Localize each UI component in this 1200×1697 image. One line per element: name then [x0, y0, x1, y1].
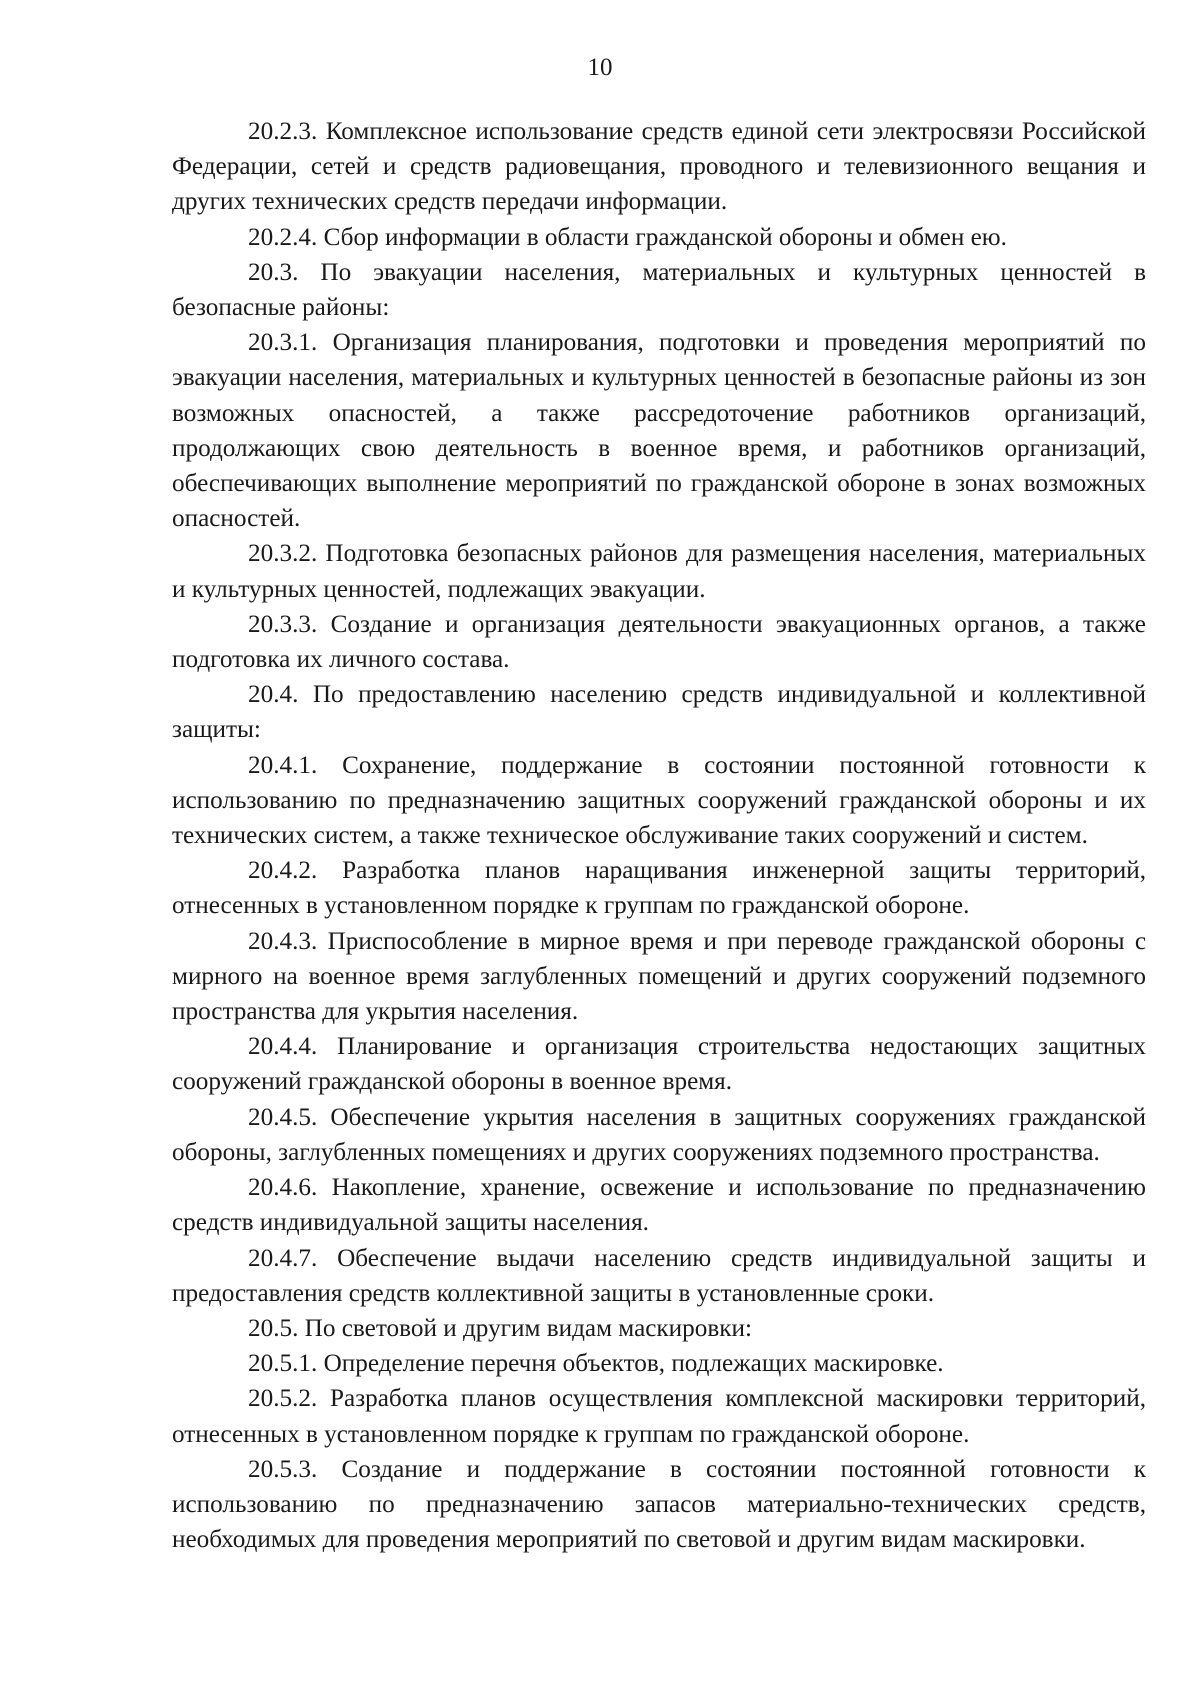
paragraph-20-4: 20.4. По предоставлению населению средств индивидуальной и коллективной защиты:	[172, 681, 1146, 744]
paragraph-20-4-3: 20.4.3. Приспособление в мирное время и при переводе гражданской обороны с мирного на военное время заглубленных помещений и других сооружений подземного пространства для укрытия населения.	[172, 927, 1146, 1026]
paragraph-20-4-5: 20.4.5. Обеспечение укрытия населения в защитных сооружениях гражданской обороны, заглубленных помещениях и других сооружениях подземного пространства.	[172, 1103, 1146, 1166]
paragraph-20-5-3: 20.5.3. Создание и поддержание в состоянии постоянной готовности к использованию по предназначению запасов материально-технических средств, необходимых для проведения мероприятий по световой и другим видам маскировки.	[172, 1455, 1146, 1554]
page-number: 10	[587, 54, 613, 81]
paragraph-20-2-3: 20.2.3. Комплексное использование средств единой сети электросвязи Российской Федерации, сетей и средств радиовещания, проводного и телевизионного вещания и других технических средств передачи информации.	[172, 118, 1146, 216]
paragraph-20-3: 20.3. По эвакуации населения, материальных и культурных ценностей в безопасные районы:	[172, 258, 1146, 322]
paragraph-20-5-1: 20.5.1. Определение перечня объектов, подлежащих маскировке.	[248, 1350, 944, 1378]
paragraph-20-5: 20.5. По световой и другим видам маскировки:	[248, 1314, 752, 1342]
paragraph-20-3-1: 20.3.1. Организация планирования, подготовки и проведения мероприятий по эвакуации населения, материальных и культурных ценностей в безопасные районы из зон возможных опасностей, а также рассредоточение работников организаций, продолжающих свою деятельность в военное время, и работников организаций, обеспечивающих выполнение мероприятий по гражданской обороне в зонах возможных опасностей.	[172, 329, 1146, 533]
paragraph-20-2-4: 20.2.4. Сбор информации в области гражданской обороны и обмен ею.	[248, 223, 1007, 251]
paragraph-20-5-2: 20.5.2. Разработка планов осуществления комплексной маскировки территорий, отнесенных в установленном порядке к группам по гражданской обороне.	[172, 1385, 1146, 1448]
paragraph-20-3-2: 20.3.2. Подготовка безопасных районов для размещения населения, материальных и культурных ценностей, подлежащих эвакуации.	[172, 540, 1146, 603]
paragraph-20-4-1: 20.4.1. Сохранение, поддержание в состоянии постоянной готовности к использованию по предназначению защитных сооружений гражданской обороны и их технических систем, а также техническое обслуживание таких сооружений и систем.	[172, 751, 1146, 850]
paragraph-20-4-6: 20.4.6. Накопление, хранение, освежение и использование по предназначению средств индивидуальной защиты населения.	[172, 1174, 1146, 1237]
document-body	[172, 114, 1146, 1557]
paragraph-20-4-7: 20.4.7. Обеспечение выдачи населению средств индивидуальной защиты и предоставления средств коллективной защиты в установленные сроки.	[172, 1244, 1146, 1307]
paragraph-20-3-3: 20.3.3. Создание и организация деятельности эвакуационных органов, а также подготовка их личного состава.	[172, 610, 1146, 674]
paragraph-20-4-4: 20.4.4. Планирование и организация строительства недостающих защитных сооружений гражданской обороны в военное время.	[172, 1033, 1146, 1096]
paragraph-20-4-2: 20.4.2. Разработка планов наращивания инженерной защиты территорий, отнесенных в установленном порядке к группам по гражданской обороне.	[172, 857, 1146, 920]
